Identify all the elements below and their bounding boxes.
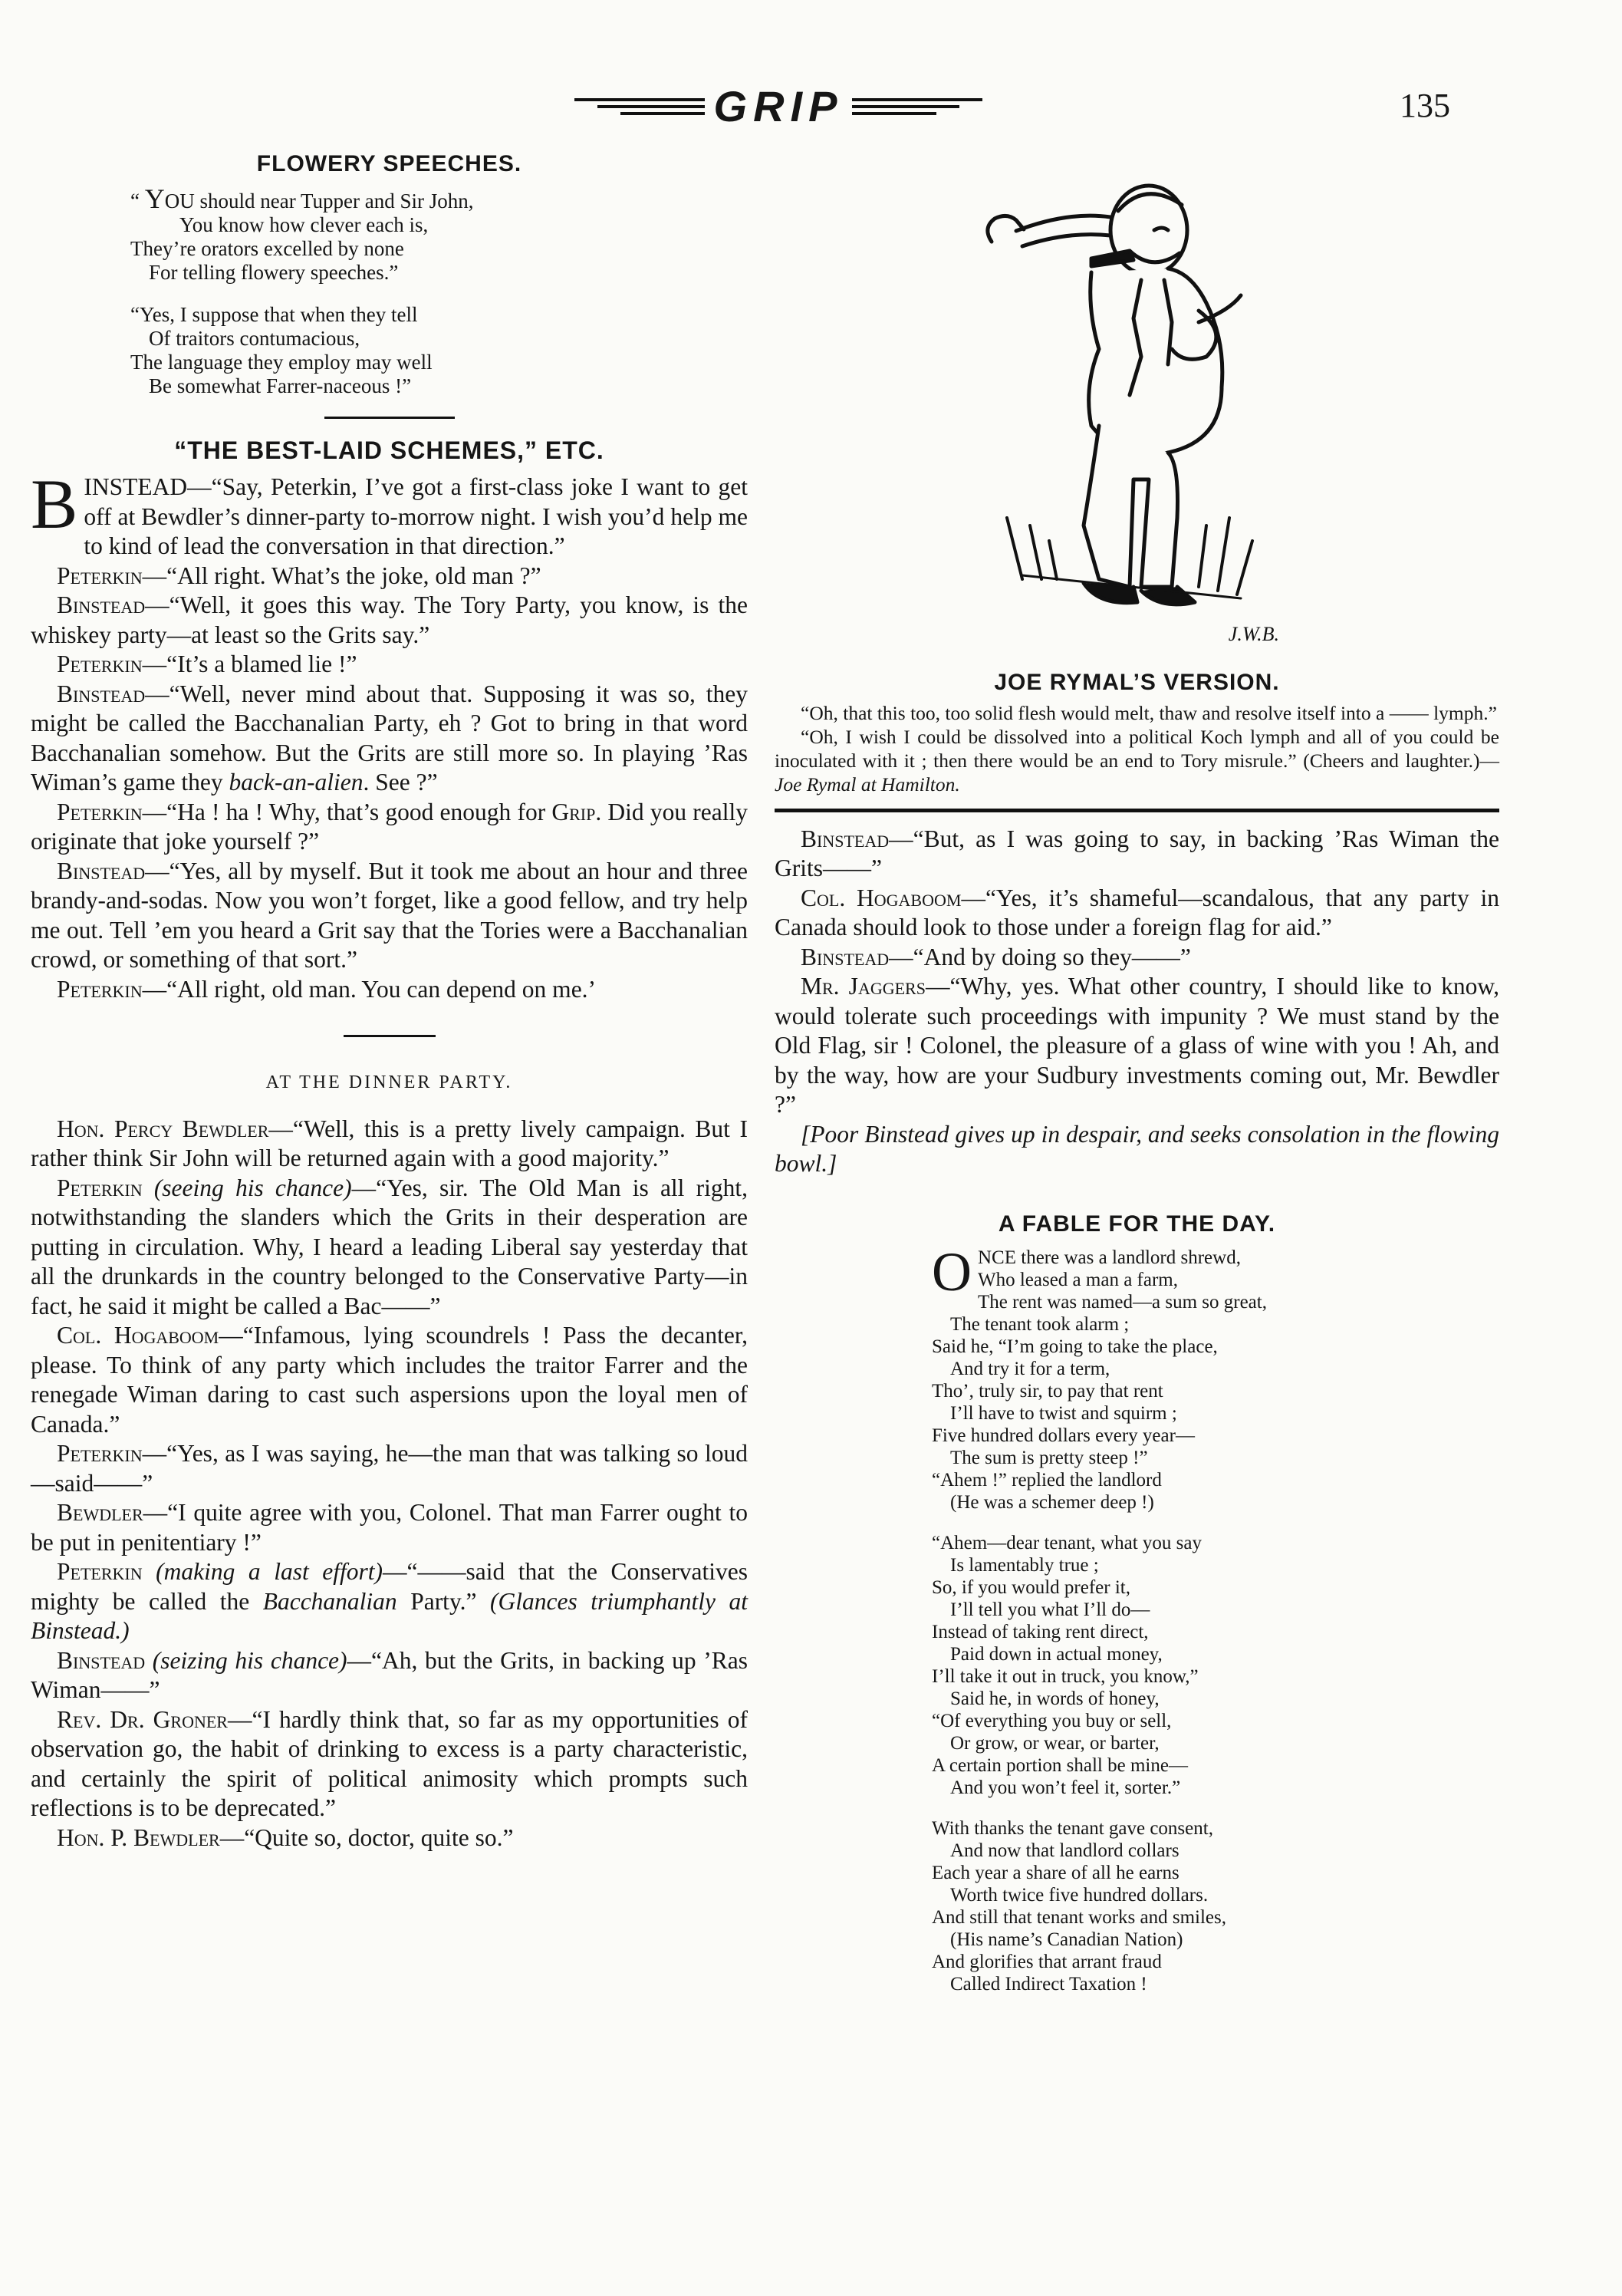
poem-line: Or grow, or wear, or barter,	[950, 1733, 1160, 1754]
poem-line: And you won’t feel it, sorter.”	[950, 1777, 1181, 1798]
flowery-title: FLOWERY SPEECHES.	[256, 151, 522, 176]
cartoon-quote: “Oh, that this too, too solid flesh would melt, thaw and resolve itself into a —— lymph.”	[801, 701, 1497, 724]
poem-stanza	[130, 303, 748, 398]
cartoon-signature: J.W.B.	[1228, 623, 1279, 645]
drop-cap: O	[932, 1241, 972, 1303]
poem-line: A certain portion shall be mine—	[932, 1755, 1188, 1776]
speaker: Binstead	[57, 857, 146, 884]
speaker: Col. Hogaboom	[801, 884, 962, 911]
poem-line: Is lamentably true ;	[950, 1555, 1099, 1576]
poem-line: “Yes, I suppose that when they tell	[130, 302, 418, 326]
poem-line: Of traitors contumacious,	[149, 326, 360, 350]
left-column	[31, 150, 748, 1853]
poem-line: Five hundred dollars every year—	[932, 1425, 1195, 1446]
masthead-rule-right	[852, 98, 982, 115]
poem-line: Said he, in words of honey,	[950, 1688, 1160, 1709]
page-header	[0, 77, 1622, 138]
poem-line: They’re orators excelled by none	[130, 236, 404, 260]
dialogue-paragraph: Peterkin—“Ha ! ha ! Why, that’s good enough for Grip. Did you really originate that joke yourself ?”	[31, 798, 748, 855]
poem-line: And now that landlord collars	[950, 1840, 1179, 1861]
speaker: Peterkin	[57, 651, 143, 677]
dialogue-paragraph: Col. Hogaboom—“Infamous, lying scoundrels ! Pass the decanter, please. To think of any party which includes the traitor Farrer and the renegade Wiman daring to cast such aspersions upon the loyal men of Canada.”	[31, 1322, 748, 1438]
poem-line: “Of everything you buy or sell,	[932, 1711, 1172, 1731]
speaker: Rev. Dr. Groner	[57, 1705, 228, 1733]
poem-line: So, if you would prefer it,	[932, 1577, 1130, 1598]
poem-line: Be somewhat Farrer-naceous !”	[149, 374, 412, 397]
dialogue-paragraph: Peterkin—“All right. What’s the joke, old man ?”	[57, 562, 541, 589]
dialogue-paragraph: Binstead—“Well, never mind about that. Supposing it was so, they might be called the Bacchanalian Party, eh ? Got to bring in that word Bacchanalian somehow. But the Grits are still more so. In playing ’Ras Wiman’s game they back-an-alien. See ?”	[31, 680, 748, 796]
dialogue-paragraph: Binstead—“Yes, all by myself. But it took me about an hour and three brandy-and-sodas. Now you won’t forget, like a good fellow, and try help me out. Tell ’em you heard a Grit say that the Tories were a Bacchanalian crowd, or something of that sort.”	[31, 857, 748, 973]
masthead	[529, 81, 1028, 131]
dialogue-paragraph: Rev. Dr. Groner—“I hardly think that, so far as my opportunities of observation go, the habit of drinking to excess is a party characteristic, and certainly the spirit of political animosity which prompts such reflections is to be deprecated.”	[31, 1705, 748, 1821]
dialogue-paragraph: Peterkin (seeing his chance)—“Yes, sir. The Old Man is all right, notwithstanding the slanders which the Grits in their desperation are putting in circulation. Why, I heard a leading Liberal say yesterday that all the drunkards in the country belonged to the Conservative Party—in fact, he said it might be called a Bac——”	[31, 1174, 748, 1319]
poem-line: You know how clever each is,	[179, 212, 429, 236]
poem-stanza	[130, 183, 748, 285]
poem-line: I’ll tell you what I’ll do—	[950, 1599, 1150, 1620]
poem-line: (His name’s Canadian Nation)	[950, 1929, 1183, 1950]
article-dinner-party	[31, 1068, 748, 1853]
dialogue-paragraph: BINSTEAD—“Say, Peterkin, I’ve got a first-class joke I want to get off at Bewdler’s dinner-party to-morrow night. I wish you’d help me to kind of lead the conversation in that direction.”	[31, 465, 748, 559]
right-column	[775, 150, 1499, 2014]
schemes-title: “THE BEST-LAID SCHEMES,” ETC.	[174, 436, 604, 464]
section-divider	[775, 809, 1499, 812]
dialogue-paragraph: Binstead (seizing his chance)—“Ah, but the Grits, in backing up ’Ras Wiman——”	[31, 1646, 748, 1703]
dialogue-paragraph: Mr. Jaggers—“Why, yes. What other country, I should like to know, would tolerate such proceedings with impunity ? We must stand by the Old Flag, sir ! Colonel, the pleasure of a glass of wine with you ! Ah, and by the way, how are your Sudbury investments coming out, Mr. Bewdler ?”	[775, 973, 1500, 1118]
dialogue-paragraph: Peterkin (making a last effort)—“——said that the Conservatives mighty be called the Bacchanalian Party.” (Glances triumphantly at Binstead.)	[31, 1558, 748, 1644]
article-fable	[775, 1210, 1499, 1996]
poem-line: I’ll have to twist and squirm ;	[950, 1403, 1177, 1424]
dialogue-paragraph: Col. Hogaboom—“Yes, it’s shameful—scandalous, that any party in Canada should look to those under a foreign flag for aid.”	[775, 884, 1499, 940]
fable-poem	[932, 1241, 1499, 1995]
masthead-title: GRIP	[713, 82, 844, 130]
speaker: Peterkin	[57, 975, 143, 1003]
poem-line: “Ahem !” replied the landlord	[932, 1470, 1162, 1491]
poem-stanza	[932, 1817, 1499, 1995]
poem-line: And try it for a term,	[950, 1359, 1110, 1379]
poem-line: Instead of taking rent direct,	[932, 1622, 1149, 1642]
poem-stanza	[932, 1532, 1499, 1799]
poem-line: Each year a share of all he earns	[932, 1863, 1179, 1883]
poem-line: Worth twice five hundred dollars.	[950, 1885, 1209, 1906]
dialogue-paragraph: Binstead—“But, as I was going to say, in backing ’Ras Wiman the Grits——”	[775, 825, 1499, 881]
speaker: Binstead	[801, 943, 890, 970]
dialogue-paragraph: Peterkin—“All right, old man. You can depend on me.’	[57, 975, 597, 1003]
fable-title: A FABLE FOR THE DAY.	[998, 1211, 1276, 1237]
speaker: Mr. Jaggers	[801, 973, 926, 1000]
poem-line: “ YOU should near Tupper and Sir John,	[130, 183, 474, 214]
poem-line: Said he, “I’m going to take the place,	[932, 1336, 1218, 1357]
speaker: Col. Hogaboom	[57, 1322, 219, 1349]
speaker: Peterkin	[57, 1174, 143, 1201]
speaker: Hon. Percy Bewdler	[57, 1115, 269, 1142]
poem-line: The language they employ may well	[130, 350, 433, 374]
poem-line: The rent was named—a sum so great,	[978, 1292, 1267, 1313]
poem-line: With thanks the tenant gave consent,	[932, 1818, 1213, 1839]
poem-line: ONCE there was a landlord shrewd,	[932, 1241, 1241, 1303]
section-divider	[344, 1035, 436, 1037]
speaker: Hon. P. Bewdler	[57, 1823, 220, 1851]
speaker: Binstead	[57, 680, 146, 707]
poem-line: The sum is pretty steep !”	[950, 1448, 1148, 1468]
flowery-poem	[130, 183, 748, 398]
poem-line: Called Indirect Taxation !	[950, 1974, 1147, 1995]
speaker: INSTEAD	[84, 473, 188, 500]
stage-direction: [Poor Binstead gives up in despair, and seeks consolation in the flowing bowl.]	[775, 1120, 1499, 1177]
article-continued	[775, 825, 1499, 1179]
cartoon-caption: JOE RYMAL’S VERSION.	[994, 670, 1280, 695]
article-best-laid-schemes	[31, 436, 748, 1005]
poem-line: And glorifies that arrant fraud	[932, 1952, 1162, 1972]
masthead-rule-left	[574, 98, 705, 115]
speaker: Binstead	[57, 1646, 146, 1674]
dialogue-paragraph: Peterkin—“It’s a blamed lie !”	[57, 651, 357, 677]
dialogue-paragraph: Bewdler—“I quite agree with you, Colonel. That man Farrer ought to be put in penitentiary !”	[31, 1499, 748, 1556]
dinner-title: AT THE DINNER PARTY.	[265, 1072, 513, 1092]
poem-line: “Ahem—dear tenant, what you say	[932, 1533, 1202, 1553]
section-divider	[324, 417, 455, 419]
poem-line: Tho’, truly sir, to pay that rent	[932, 1381, 1163, 1402]
drop-cap: B	[31, 465, 78, 543]
dialogue-paragraph: Peterkin—“Yes, as I was saying, he—the man that was talking so loud—said——”	[31, 1440, 748, 1497]
dialogue-paragraph: Hon. P. Bewdler—“Quite so, doctor, quite so.”	[57, 1823, 514, 1851]
speaker: Peterkin	[57, 562, 143, 589]
page-number: 135	[1400, 87, 1450, 124]
poem-line: And still that tenant works and smiles,	[932, 1907, 1226, 1928]
poem-line: (He was a schemer deep !)	[950, 1492, 1154, 1513]
dialogue-paragraph: Binstead—“And by doing so they——”	[801, 943, 1191, 970]
stage-direction: (Glances triumphantly at Binstead.)	[31, 1587, 748, 1644]
speaker: Peterkin	[57, 798, 143, 825]
speaker: Peterkin	[57, 1558, 143, 1585]
dialogue-paragraph: Hon. Percy Bewdler—“Well, this is a pretty lively campaign. But I rather think Sir John will be returned again with a good majority.”	[31, 1115, 748, 1171]
speaker: Binstead	[57, 591, 146, 618]
dialogue-paragraph: Binstead—“Well, it goes this way. The Tory Party, you know, is the whiskey party—at least so the Grits say.”	[31, 591, 748, 648]
cartoon-illustration	[976, 157, 1298, 664]
poem-line: Paid down in actual money,	[950, 1644, 1163, 1665]
speaker: Bewdler	[57, 1499, 143, 1526]
drop-letter: Y	[144, 183, 165, 214]
article-flowery-speeches	[31, 150, 748, 398]
poem-line: For telling flowery speeches.”	[149, 260, 399, 284]
poem-line: I’ll take it out in truck, you know,”	[932, 1666, 1199, 1687]
poem-stanza	[932, 1241, 1499, 1514]
poem-line: The tenant took alarm ;	[950, 1314, 1130, 1335]
open-quote: “	[130, 189, 140, 212]
cartoon-quote: “Oh, I wish I could be dissolved into a political Koch lymph and all of you could be inoculated with it ; then there would be an end to Tory misrule.” (Cheers and laughter.)—Joe Rymal at Hamilton.	[775, 725, 1499, 796]
poem-line: Who leased a man a farm,	[978, 1270, 1178, 1290]
cartoon-attribution: Joe Rymal at Hamilton.	[775, 772, 960, 796]
speaker: Peterkin	[57, 1440, 143, 1467]
speaker: Binstead	[801, 825, 890, 852]
